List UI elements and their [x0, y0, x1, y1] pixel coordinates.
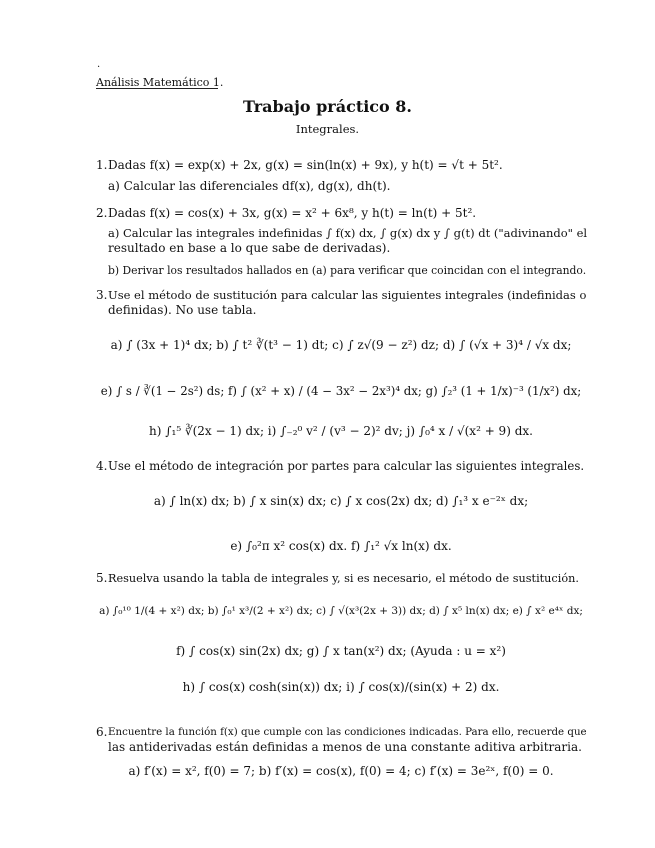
problem-6-statement-line-1: Encuentre la función f(x) que cumple con las condiciones indicadas. Para ello, recuerde que	[108, 726, 587, 738]
problem-3-row-3: h) ∫₁⁵ ∛(2x − 1) dx; i) ∫₋₂⁰ v² / (v³ − 2)² dv; j) ∫₀⁴ x / √(x² + 9) dx.	[149, 424, 533, 438]
problem-4-statement: Use el método de integración por partes para calcular las siguientes integrales.	[108, 459, 585, 473]
problem-6-number: 6.	[96, 725, 108, 739]
course-underline	[96, 88, 218, 89]
problem-2-part-a: a) Calcular las integrales indefinidas ∫ f(x) dx, ∫ g(x) dx y ∫ g(t) dt ("adivinando" el	[108, 226, 588, 240]
problem-5-row-3: h) ∫ cos(x) cosh(sin(x)) dx; i) ∫ cos(x)/(sin(x) + 2) dx.	[182, 680, 500, 694]
problem-4-number: 4.	[96, 459, 108, 473]
problem-3-number: 3.	[96, 288, 108, 302]
page-title: Trabajo práctico 8.	[242, 97, 412, 116]
problem-5-row-2: f) ∫ cos(x) sin(2x) dx; g) ∫ x tan(x²) dx; (Ayuda : u = x²)	[176, 644, 506, 658]
problem-4-row-2: e) ∫₀²π x² cos(x) dx. f) ∫₁² √x ln(x) dx.	[230, 539, 452, 553]
problem-5-row-1: a) ∫₀¹⁰ 1/(4 + x²) dx; b) ∫₀¹ x³/(2 + x²) dx; c) ∫ √(x³(2x + 3)) dx; d) ∫ x⁵ ln(x) dx; e) ∫ x² e⁴ˣ dx;	[99, 605, 583, 617]
problem-2-number: 2.	[96, 206, 108, 220]
problem-2-part-a-cont: resultado en base a lo que sabe de derivadas).	[108, 241, 391, 255]
problem-4-row-1: a) ∫ ln(x) dx; b) ∫ x sin(x) dx; c) ∫ x cos(2x) dx; d) ∫₁³ x e⁻²ˣ dx;	[153, 494, 529, 508]
problem-3-statement-line-2: definidas). No use tabla.	[108, 303, 257, 317]
problem-1-number: 1.	[96, 158, 108, 172]
problem-3-row-2: e) ∫ s / ∛(1 − 2s²) ds; f) ∫ (x² + x) / (4 − 3x² − 2x³)⁴ dx; g) ∫₂³ (1 + 1/x)⁻³ (1/x²) dx;	[100, 384, 582, 398]
problem-2-part-b: b) Derivar los resultados hallados en (a) para verificar que coincidan con el integrando.	[108, 264, 587, 277]
course-name: Análisis Matemático 1.	[96, 76, 224, 89]
problem-6-row-1: a) f′(x) = x², f(0) = 7; b) f′(x) = cos(x), f(0) = 4; c) f′(x) = 3e²ˣ, f(0) = 0.	[128, 764, 554, 778]
page-subtitle: Integrales.	[295, 122, 360, 136]
problem-1-statement: Dadas f(x) = exp(x) + 2x, g(x) = sin(ln(x) + 9x), y h(t) = √t + 5t².	[108, 158, 503, 172]
header-dot: .	[97, 59, 101, 70]
problem-6-statement-line-2: las antiderivadas están definidas a menos de una constante aditiva arbitraria.	[108, 740, 582, 754]
problem-5-number: 5.	[96, 571, 108, 585]
problem-5-statement: Resuelva usando la tabla de integrales y, si es necesario, el método de sustitución.	[108, 572, 579, 585]
problem-2-statement: Dadas f(x) = cos(x) + 3x, g(x) = x² + 6x⁸, y h(t) = ln(t) + 5t².	[108, 206, 477, 220]
problem-1-part-a: a) Calcular las diferenciales df(x), dg(x), dh(t).	[108, 179, 391, 193]
problem-3-row-1: a) ∫ (3x + 1)⁴ dx; b) ∫ t² ∛(t³ − 1) dt; c) ∫ z√(9 − z²) dz; d) ∫ (√x + 3)⁴ / √x dx;	[110, 338, 572, 352]
problem-3-statement-line-1: Use el método de sustitución para calcular las siguientes integrales (indefinidas o	[108, 288, 587, 302]
